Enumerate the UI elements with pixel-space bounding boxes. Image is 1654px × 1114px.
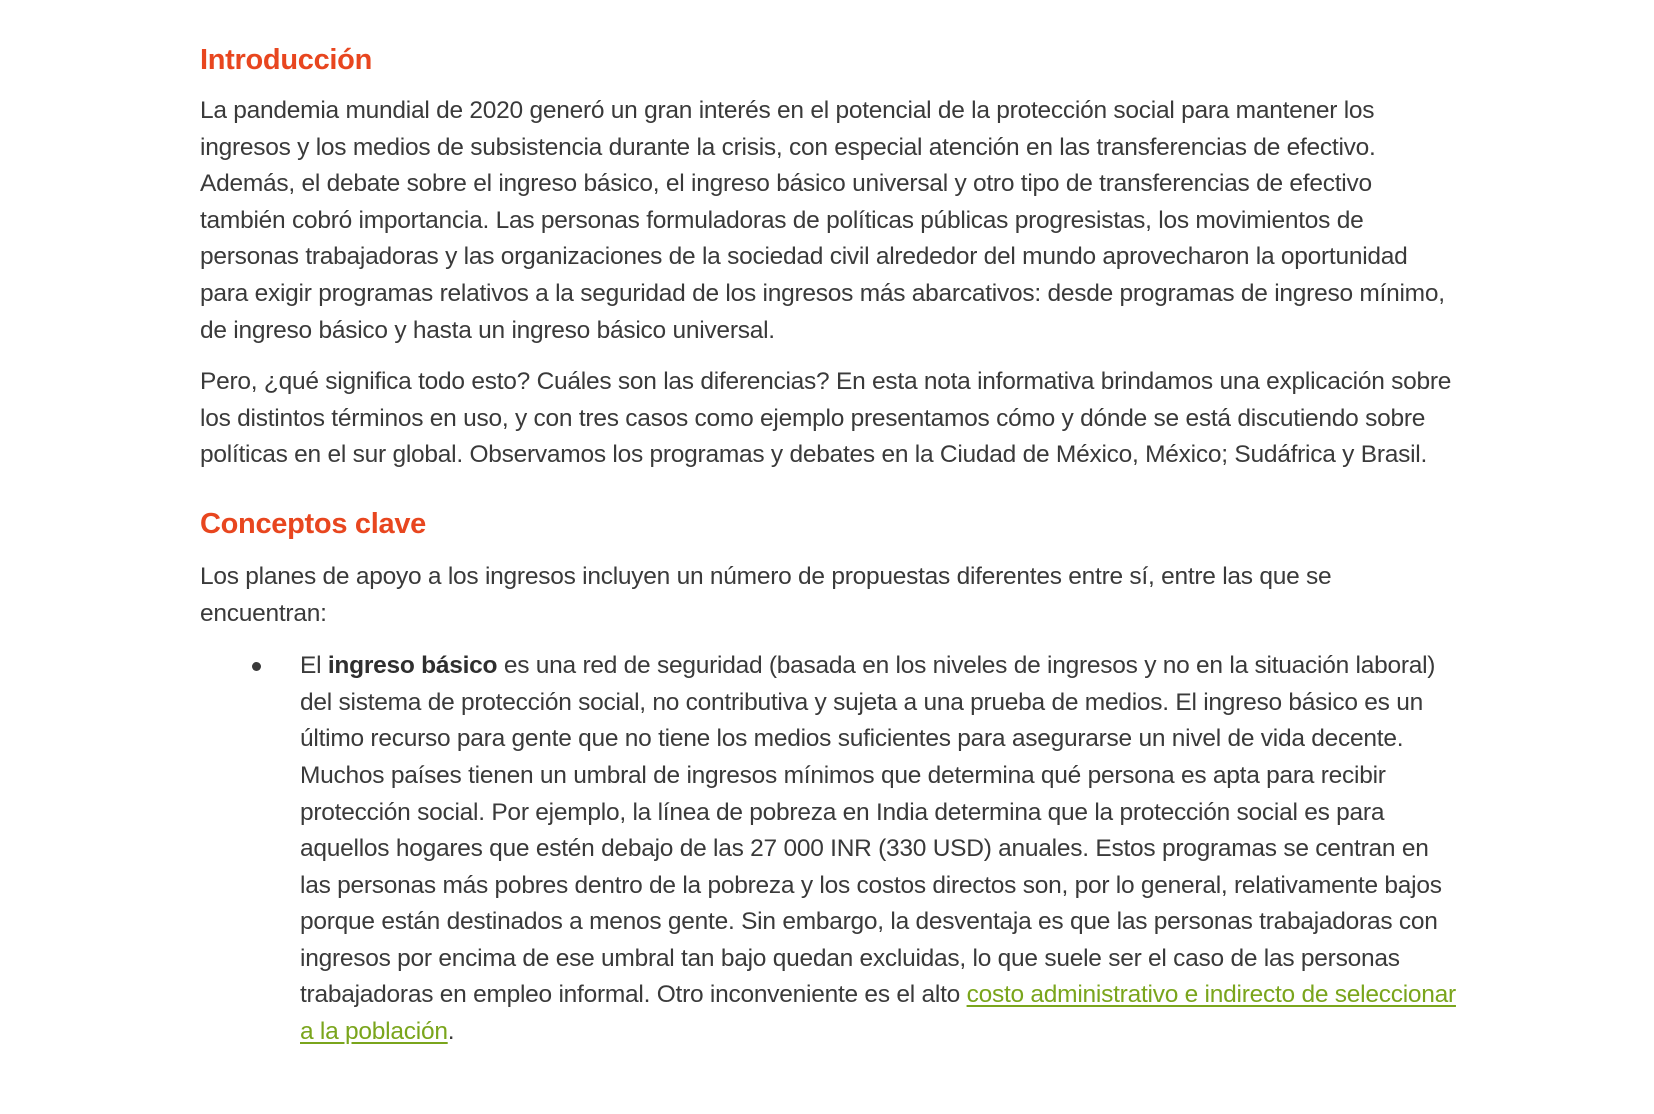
admin-cost-link[interactable]: costo administrativo e indirecto de seleccionar a la población <box>300 981 1456 1046</box>
bullet-prefix: El <box>300 652 328 680</box>
section-heading-key-concepts: Conceptos clave <box>200 507 426 540</box>
key-concepts-list <box>200 648 1460 1051</box>
document-page <box>200 40 1460 1051</box>
intro-paragraph-1: La pandemia mundial de 2020 generó un gran interés en el potencial de la protección social para mantener los ingresos y los medios de subsistencia durante la crisis, con especial atención en las transferencias de efectivo. Además, el debate sobre el ingreso básico, el ingreso básico universal y otro tipo de transferencias de efectivo también cobró importancia. Las personas formuladoras de políticas públicas progresistas, los movimientos de personas trabajadoras y las organizaciones de la sociedad civil alrededor del mundo aprovecharon la oportunidad para exigir programas relativos a la seguridad de los ingresos más abarcativos: desde programas de ingreso mínimo, de ingreso básico y hasta un ingreso básico universal. <box>200 97 1445 344</box>
bullet-suffix: . <box>447 1018 455 1046</box>
key-concepts-intro: Los planes de apoyo a los ingresos incluyen un número de propuestas diferentes entre sí, entre las que se encuentran: <box>200 562 1332 627</box>
bullet-icon <box>252 662 261 671</box>
list-item <box>200 648 1460 1051</box>
term-basic-income: ingreso básico <box>327 652 498 680</box>
section-heading-introduction: Introducción <box>200 44 373 76</box>
intro-paragraph-2: Pero, ¿qué significa todo esto? Cuáles son las diferencias? En esta nota informativa brindamos una explicación sobre los distintos términos en uso, y con tres casos como ejemplo presentamos cómo y dónde se está discutiendo sobre políticas en el sur global. Observamos los programas y debates en la Ciudad de México, México; Sudáfrica y Brasil. <box>200 368 1452 469</box>
bullet-text: es una red de seguridad (basada en los niveles de ingresos y no en la situación laboral) del sistema de protección social, no contributiva y sujeta a una prueba de medios. El ingreso básico es un último recurso para gente que no tiene los medios suficientes para asegurarse un nivel de vida decente. Muchos países tienen un umbral de ingresos mínimos que determina qué persona es apta para recibir protección social. Por ejemplo, la línea de pobreza en India determina que la protección social es para aquellos hogares que estén debajo de las 27 000 INR (330 USD) anuales. Estos programas se centran en las personas más pobres dentro de la pobreza y los costos directos son, por lo general, relativamente bajos porque están destinados a menos gente. Sin embargo, la desventaja es que las personas trabajadoras con ingresos por encima de ese umbral tan bajo quedan excluidas, lo que suele ser el caso de las personas trabajadoras en empleo informal. Otro inconveniente es el alto <box>300 652 1442 1009</box>
